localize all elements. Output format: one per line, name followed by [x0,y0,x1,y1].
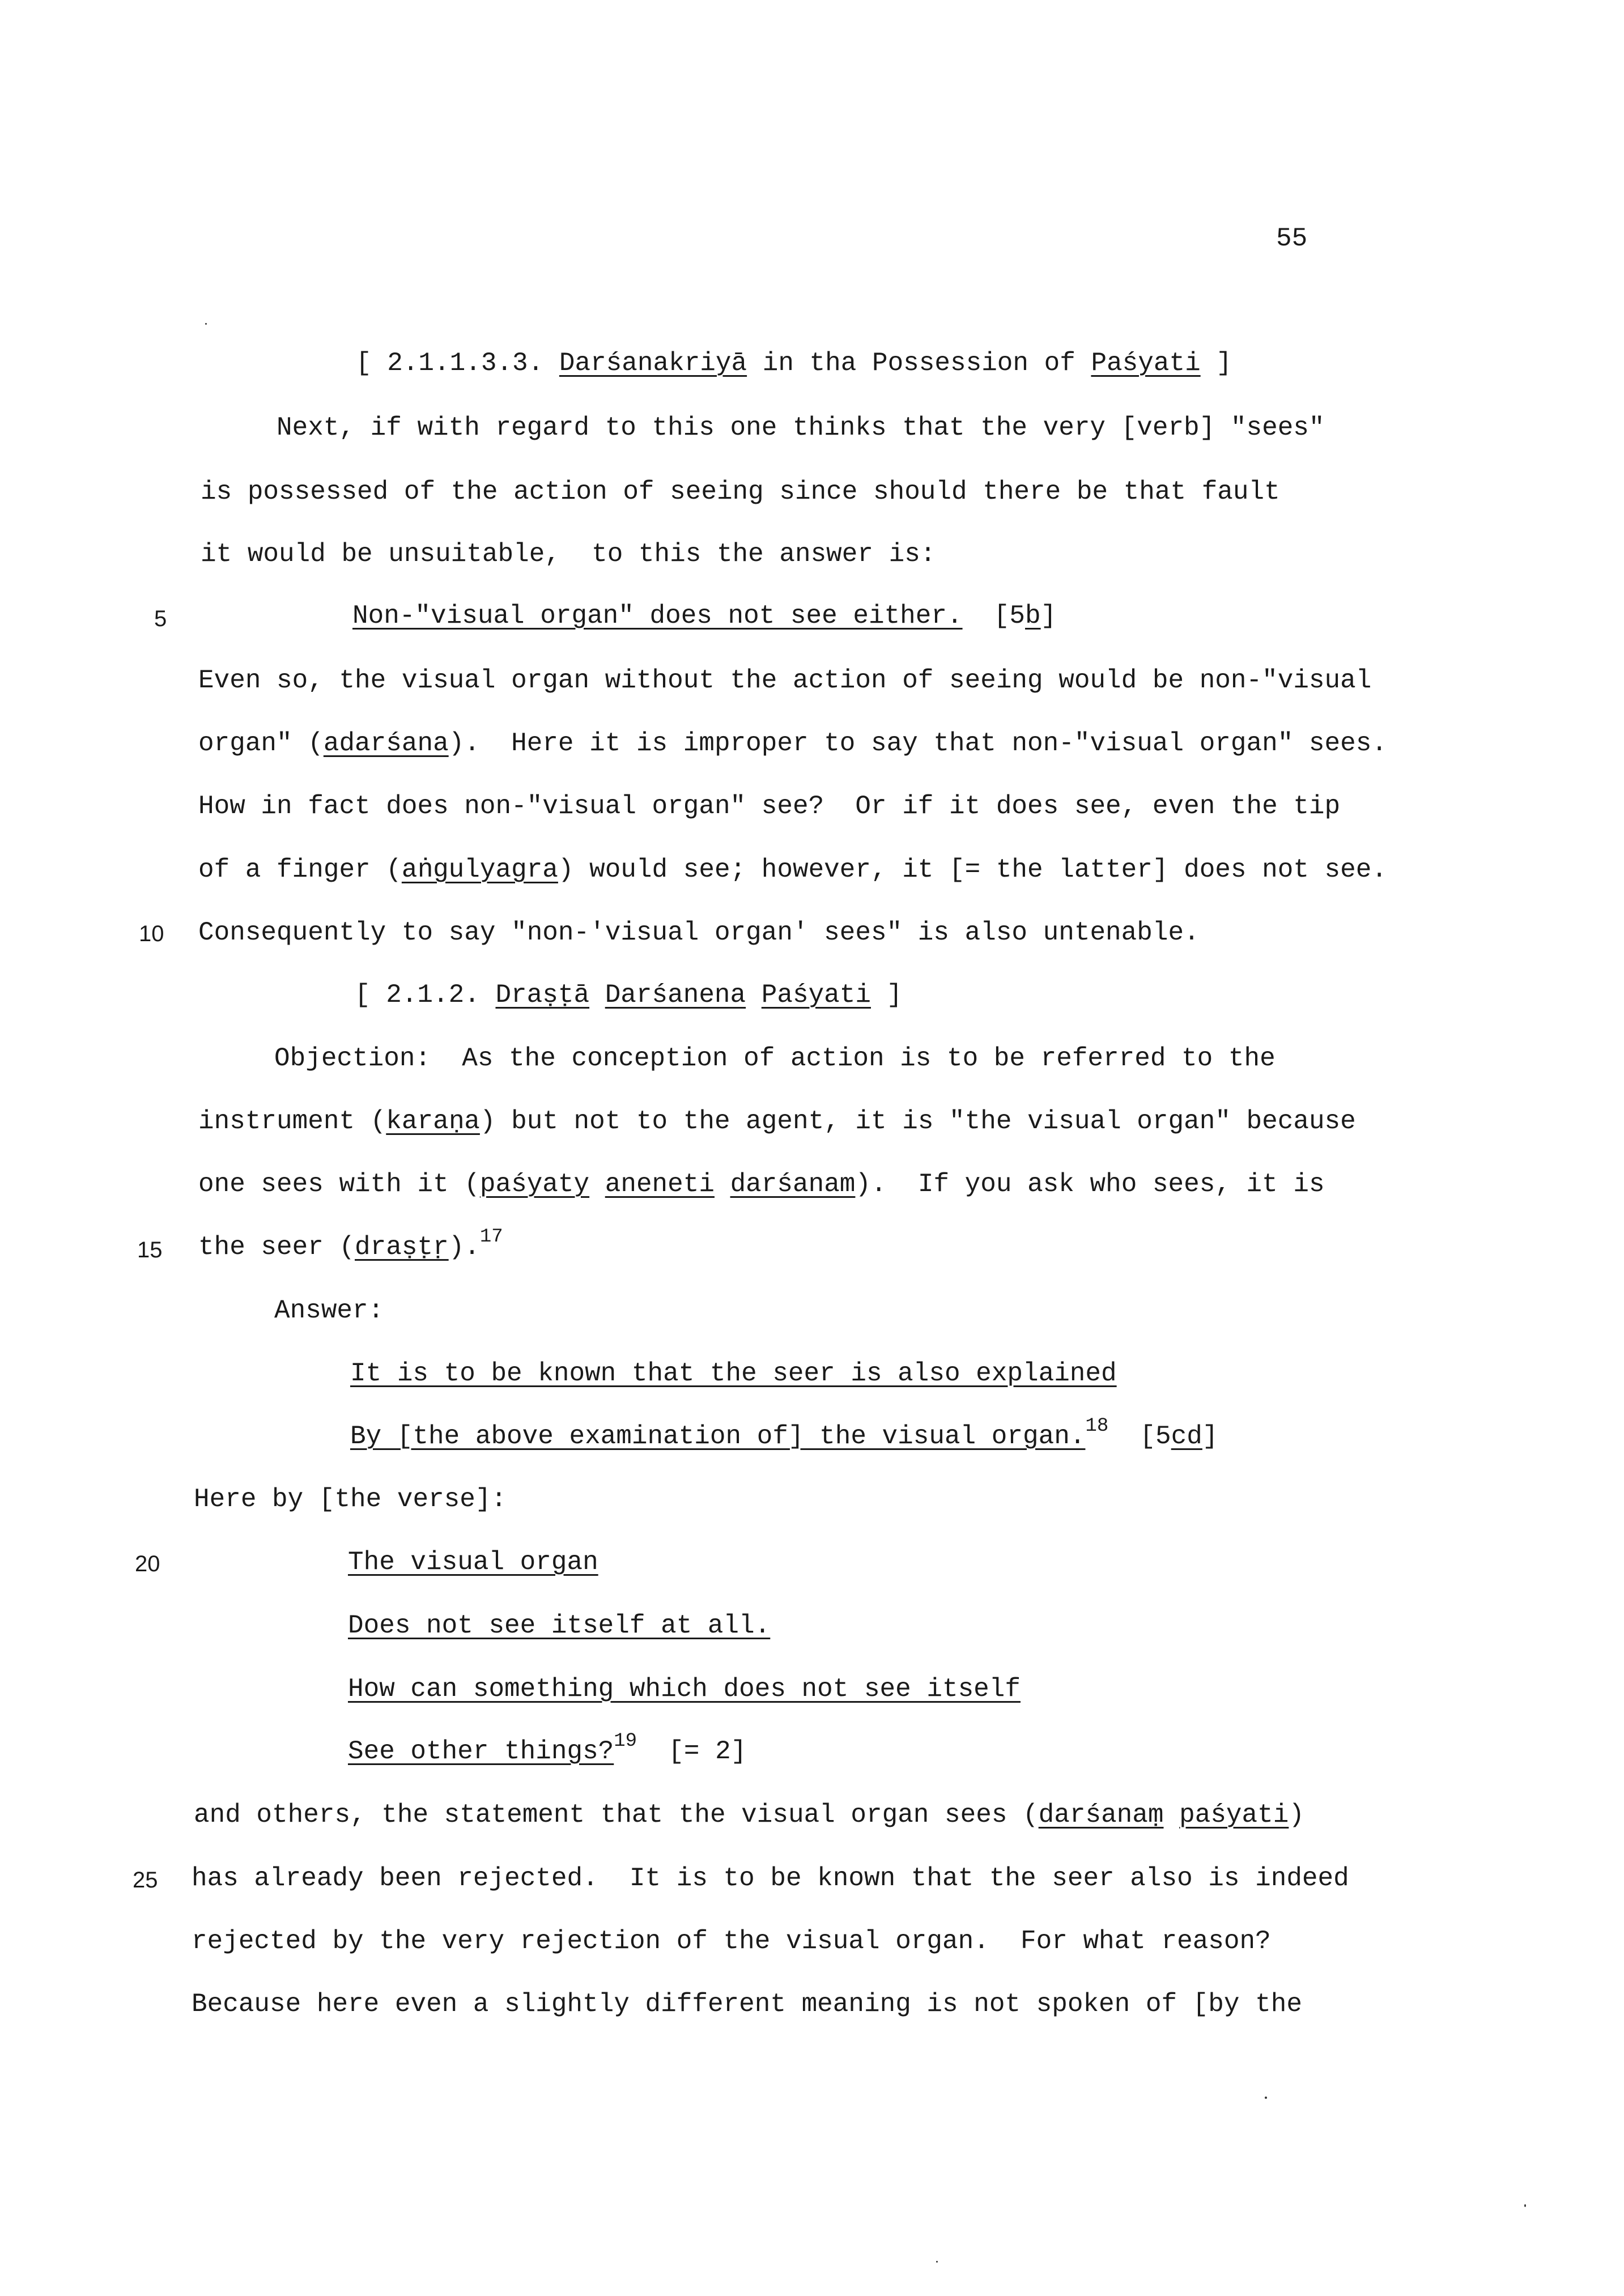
line-number: 20 [135,1551,160,1576]
section-heading: [ 2.1.2. Draṣṭā Darśanena Paśyati ] [355,980,903,1010]
verse-line: The visual organ [348,1547,598,1577]
text-line: Objection: As the conception of action is to be referred to the [274,1044,1276,1073]
text-line: the seer (draṣṭṛ).$^{17}$ [198,1226,503,1262]
verse-line: Non-"visual organ" does not see either. [5b] [352,601,1057,631]
scan-speck [205,323,207,325]
text-line: Even so, the visual organ without the action of seeing would be non-"visual [198,666,1372,695]
text-line: it would be unsuitable, to this the answer is: [201,539,936,569]
line-number: 5 [154,606,167,631]
verse-line: How can something which does not see itself [348,1674,1021,1704]
text-line: Next, if with regard to this one thinks that the very [verb] "sees" [277,413,1325,443]
text-line: rejected by the very rejection of the visual organ. For what reason? [192,1927,1271,1956]
text-line: has already been rejected. It is to be known that the seer also is indeed [192,1864,1349,1893]
text-line: one sees with it (paśyaty aneneti darśanam). If you ask who sees, it is [198,1170,1325,1199]
scan-speck [1265,2097,1267,2099]
text-line: How in fact does non-"visual organ" see? Or if it does see, even the tip [198,792,1341,821]
text-line: Because here even a slightly different meaning is not spoken of [by the [192,1989,1302,2019]
section-heading: [ 2.1.1.3.3. Darśanakriyā in tha Possession of Paśyati ] [356,348,1232,378]
verse-line: See other things?$^{19}$ [= 2] [348,1730,747,1766]
line-number: 10 [139,921,164,946]
answer-label: Answer: [274,1296,384,1325]
verse-line: It is to be known that the seer is also explained [350,1359,1117,1388]
footnote-marker: 19 [614,1730,637,1752]
line-number: 15 [137,1238,163,1262]
text-line: is possessed of the action of seeing since should there be that fault [201,477,1280,507]
verse-line: By [the above examination of] the visual organ.$^{18}$ [5cd] [350,1415,1218,1451]
verse-line: Does not see itself at all. [348,1611,771,1640]
text-line: and others, the statement that the visual organ sees (darśanaṃ paśyati) [194,1800,1304,1830]
text-line: Consequently to say "non-'visual organ' sees" is also untenable. [198,918,1200,947]
footnote-marker: 17 [479,1226,503,1248]
scan-speck [936,2261,938,2263]
scan-speck [1524,2204,1526,2207]
text-line: instrument (karaṇa) but not to the agent, it is "the visual organ" because [198,1107,1356,1136]
text-line: Here by [the verse]: [194,1485,507,1514]
text-line: of a finger (aṅgulyagra) would see; however, it [= the latter] does not see. [198,855,1387,885]
text-line: organ" (adarśana). Here it is improper to say that non-"visual organ" sees. [198,729,1387,758]
footnote-marker: 18 [1085,1415,1109,1437]
page-number: 55 [1276,224,1308,253]
line-number: 25 [133,1868,158,1893]
